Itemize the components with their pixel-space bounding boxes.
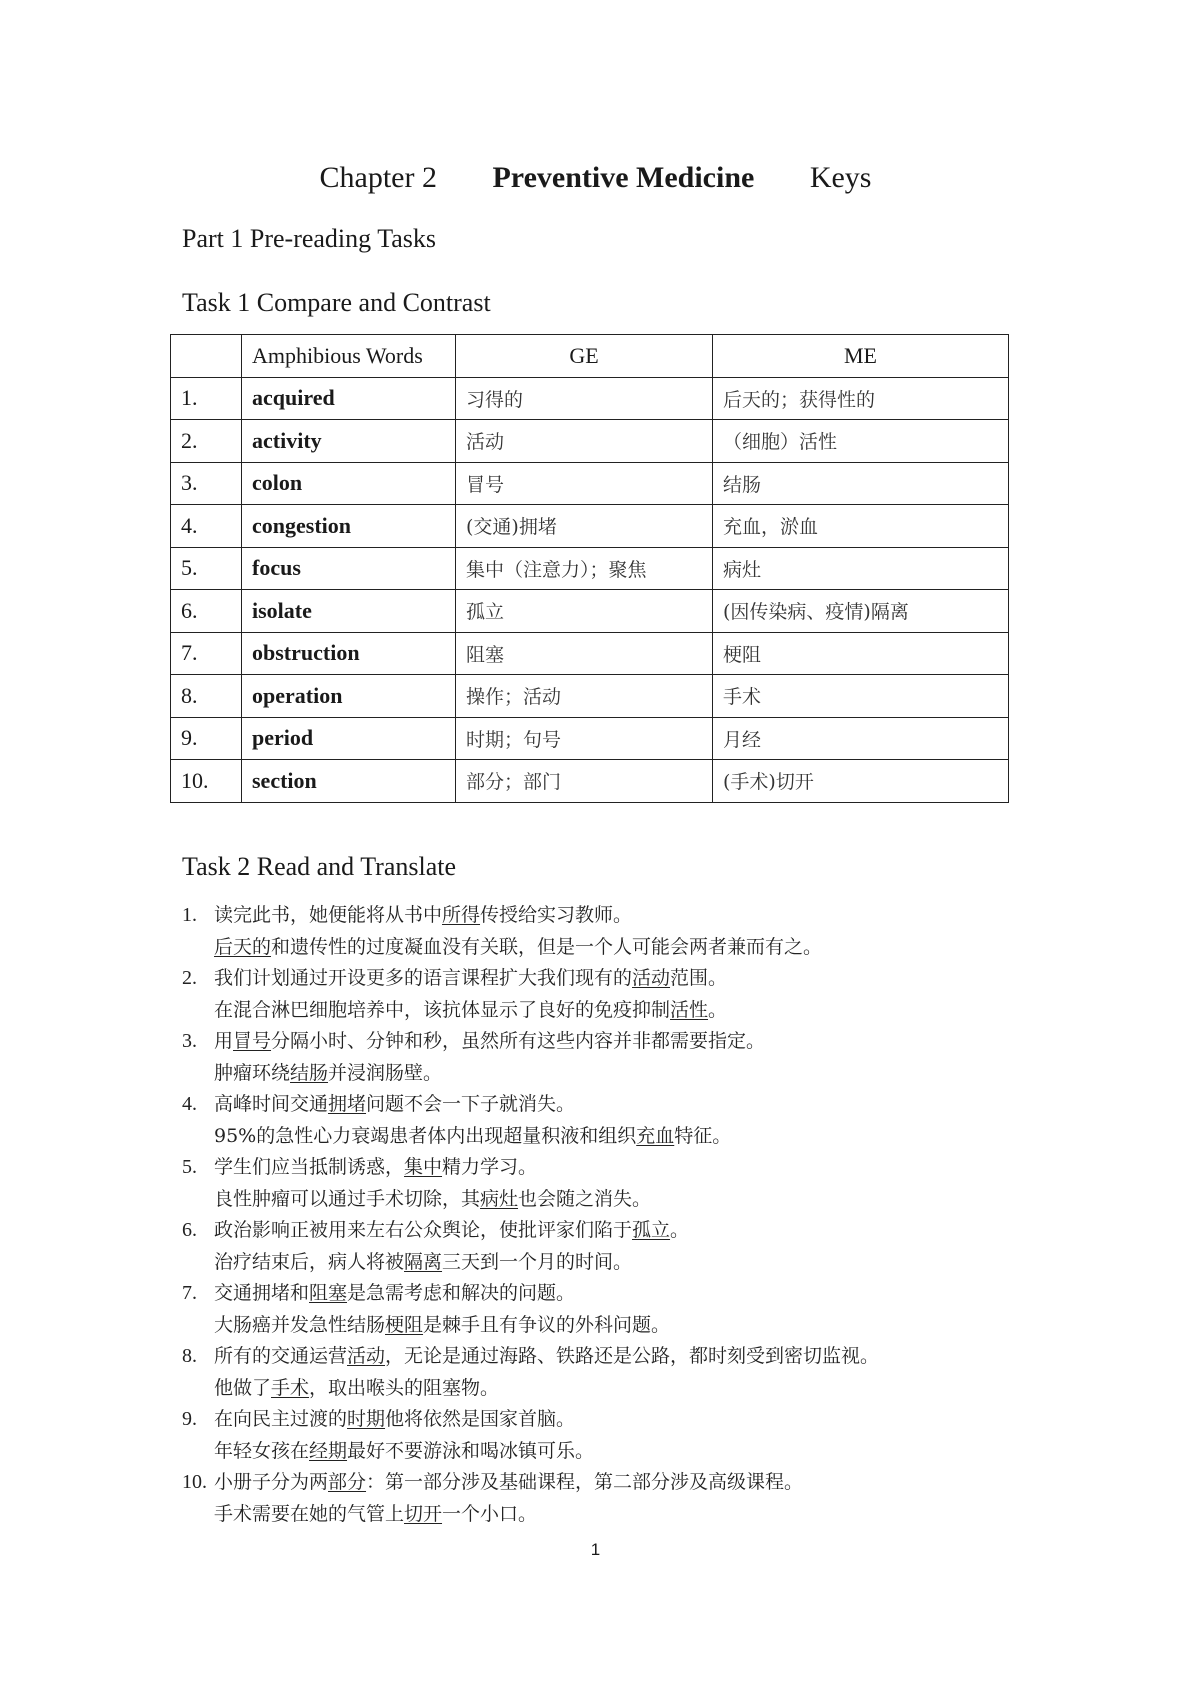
underlined-term: 梗阻: [385, 1313, 424, 1336]
sentence-text: 在混合淋巴细胞培养中，该抗体显示了良好的免疫抑制: [214, 998, 671, 1021]
row-ge-meaning: (交通)拥堵: [456, 505, 713, 548]
item-number: 7.: [182, 1282, 197, 1304]
row-ge-meaning: 操作；活动: [456, 675, 713, 718]
row-ge-meaning: 时期；句号: [456, 717, 713, 760]
list-item: [182, 1215, 1012, 1278]
row-number: 3.: [171, 462, 242, 505]
general-english-sentence: [214, 1278, 1012, 1310]
row-me-meaning: 月经: [713, 717, 1009, 760]
list-item: [182, 1404, 1012, 1467]
row-word: obstruction: [242, 632, 456, 675]
list-item: [182, 963, 1012, 1026]
vocab-table-body: [171, 377, 1009, 802]
table-row: [171, 420, 1009, 463]
title-chapter: Chapter 2: [319, 161, 437, 194]
sentence-text: 。: [670, 1219, 690, 1241]
part-heading: Part 1 Pre-reading Tasks: [182, 224, 437, 253]
row-word: colon: [242, 462, 456, 505]
underlined-term: 阻塞: [309, 1282, 348, 1304]
row-word: focus: [242, 547, 456, 590]
underlined-term: 所得: [442, 904, 481, 926]
medical-english-sentence: [214, 1184, 1012, 1216]
sentence-text: 和遗传性的过度凝血没有关联，但是一个人可能会两者兼而有之。: [271, 935, 823, 958]
sentence-text: 用: [214, 1030, 234, 1052]
table-row: [171, 547, 1009, 590]
sentence-text: 他做了: [214, 1376, 272, 1399]
row-word: acquired: [242, 377, 456, 420]
medical-english-sentence: [214, 1121, 1012, 1153]
medical-english-sentence: [214, 1058, 1012, 1090]
item-number: 4.: [182, 1093, 197, 1115]
table-row: [171, 462, 1009, 505]
row-ge-meaning: 部分；部门: [456, 760, 713, 803]
sentence-text: 小册子分为两: [214, 1471, 329, 1493]
row-number: 8.: [171, 675, 242, 718]
general-english-sentence: [214, 1467, 1012, 1499]
page-number: 1: [590, 1540, 601, 1559]
underlined-term: 后天的: [214, 935, 272, 958]
table-row: [171, 717, 1009, 760]
underlined-term: 病灶: [480, 1187, 519, 1210]
row-ge-meaning: 孤立: [456, 590, 713, 633]
sentence-text: 肿瘤环绕: [214, 1061, 291, 1084]
list-item: [182, 1152, 1012, 1215]
underlined-term: 冒号: [233, 1030, 272, 1052]
row-me-meaning: (因传染病、疫情)隔离: [713, 590, 1009, 633]
general-english-sentence: [214, 1215, 1012, 1247]
underlined-term: 结肠: [290, 1061, 329, 1084]
sentence-text: 年轻女孩在: [214, 1439, 310, 1462]
medical-english-sentence: [214, 1436, 1012, 1468]
medical-english-sentence: [214, 1499, 1012, 1531]
row-word: operation: [242, 675, 456, 718]
sentence-text: 范围。: [670, 967, 728, 989]
sentence-text: 良性肿瘤可以通过手术切除，其: [214, 1187, 481, 1210]
item-number: 2.: [182, 967, 197, 989]
row-word: activity: [242, 420, 456, 463]
medical-english-sentence: [214, 1373, 1012, 1405]
sentence-text: 并浸润肠壁。: [328, 1061, 443, 1084]
list-item: [182, 900, 1012, 963]
item-number: 8.: [182, 1345, 197, 1367]
sentence-text: 在向民主过渡的: [214, 1408, 348, 1430]
sentence-text: 大肠癌并发急性结肠: [214, 1313, 386, 1336]
row-word: isolate: [242, 590, 456, 633]
general-english-sentence: [214, 1026, 1012, 1058]
row-me-meaning: (手术)切开: [713, 760, 1009, 803]
sentence-text: 。: [708, 998, 728, 1021]
underlined-term: 经期: [309, 1439, 348, 1462]
row-number: 5.: [171, 547, 242, 590]
item-number: 5.: [182, 1156, 197, 1178]
header-ge: GE: [456, 335, 713, 378]
row-me-meaning: 梗阻: [713, 632, 1009, 675]
sentence-text: 三天到一个月的时间。: [442, 1250, 633, 1273]
general-english-sentence: [214, 1341, 1012, 1373]
underlined-term: 活动: [347, 1345, 386, 1367]
sentence-text: 一个小口。: [442, 1502, 538, 1525]
table-row: [171, 632, 1009, 675]
table-row: [171, 505, 1009, 548]
sentence-text: 精力学习。: [442, 1156, 538, 1178]
underlined-term: 拥堵: [328, 1093, 367, 1115]
title-suffix: Keys: [809, 161, 872, 194]
table-row: [171, 760, 1009, 803]
item-number: 6.: [182, 1219, 197, 1241]
list-item: [182, 1467, 1012, 1530]
header-number: [171, 335, 242, 378]
sentence-text: 他将依然是国家首脑。: [385, 1408, 576, 1430]
row-me-meaning: （细胞）活性: [713, 420, 1009, 463]
row-ge-meaning: 冒号: [456, 462, 713, 505]
row-word: period: [242, 717, 456, 760]
sentence-text: 高峰时间交通: [214, 1093, 329, 1115]
medical-english-sentence: [214, 932, 1012, 964]
medical-english-sentence: [214, 1310, 1012, 1342]
underlined-term: 隔离: [404, 1250, 443, 1273]
sentence-text: 特征。: [674, 1124, 732, 1147]
vocab-table: [170, 334, 1009, 803]
sentence-text: 传授给实习教师。: [480, 904, 633, 926]
sentence-text: 读完此书，她便能将从书中: [214, 904, 443, 926]
row-ge-meaning: 活动: [456, 420, 713, 463]
list-item: [182, 1341, 1012, 1404]
row-word: congestion: [242, 505, 456, 548]
table-row: [171, 590, 1009, 633]
underlined-term: 时期: [347, 1408, 386, 1430]
sentence-text: 手术需要在她的气管上: [214, 1502, 405, 1525]
general-english-sentence: [214, 900, 1012, 932]
sentence-text: 也会随之消失。: [518, 1187, 652, 1210]
row-me-meaning: 手术: [713, 675, 1009, 718]
sentence-text: 所有的交通运营: [214, 1345, 348, 1367]
row-number: 2.: [171, 420, 242, 463]
medical-english-sentence: [214, 1247, 1012, 1279]
row-ge-meaning: 集中（注意力）；聚焦: [456, 547, 713, 590]
table-header-row: [171, 335, 1009, 378]
underlined-term: 手术: [271, 1376, 310, 1399]
sentence-text: 我们计划通过开设更多的语言课程扩大我们现有的: [214, 967, 633, 989]
underlined-term: 活性: [670, 998, 709, 1021]
underlined-term: 切开: [404, 1502, 443, 1525]
row-me-meaning: 结肠: [713, 462, 1009, 505]
underlined-term: 孤立: [632, 1219, 671, 1241]
general-english-sentence: [214, 963, 1012, 995]
underlined-term: 活动: [632, 967, 671, 989]
row-number: 7.: [171, 632, 242, 675]
row-ge-meaning: 习得的: [456, 377, 713, 420]
row-word: section: [242, 760, 456, 803]
sentence-text: 是急需考虑和解决的问题。: [347, 1282, 576, 1304]
general-english-sentence: [214, 1404, 1012, 1436]
title-main: Preventive Medicine: [492, 161, 755, 194]
underlined-term: 部分: [328, 1471, 367, 1493]
item-number: 1.: [182, 904, 197, 926]
task2-heading: Task 2 Read and Translate: [182, 852, 457, 881]
underlined-term: 充血: [636, 1124, 675, 1147]
sentence-text: ，无论是通过海路、铁路还是公路，都时刻受到密切监视。: [385, 1345, 880, 1367]
translation-list: [182, 900, 1012, 1530]
sentence-text: 交通拥堵和: [214, 1282, 310, 1304]
row-number: 1.: [171, 377, 242, 420]
list-item: [182, 1089, 1012, 1152]
row-number: 4.: [171, 505, 242, 548]
row-me-meaning: 病灶: [713, 547, 1009, 590]
sentence-text: 政治影响正被用来左右公众舆论，使批评家们陷于: [214, 1219, 633, 1241]
item-number: 10.: [182, 1471, 207, 1493]
table-row: [171, 377, 1009, 420]
row-me-meaning: 后天的；获得性的: [713, 377, 1009, 420]
sentence-text: ：第一部分涉及基础课程，第二部分涉及高级课程。: [366, 1471, 804, 1493]
general-english-sentence: [214, 1089, 1012, 1121]
underlined-term: 集中: [404, 1156, 443, 1178]
sentence-text: 治疗结束后，病人将被: [214, 1250, 405, 1273]
row-number: 9.: [171, 717, 242, 760]
sentence-text: 最好不要游泳和喝冰镇可乐。: [347, 1439, 595, 1462]
item-number: 3.: [182, 1030, 197, 1052]
row-me-meaning: 充血，淤血: [713, 505, 1009, 548]
page-title: [0, 158, 1191, 198]
header-me: ME: [713, 335, 1009, 378]
sentence-text: 分隔小时、分钟和秒，虽然所有这些内容并非都需要指定。: [271, 1030, 766, 1052]
row-number: 6.: [171, 590, 242, 633]
sentence-text: ，取出喉头的阻塞物。: [309, 1376, 500, 1399]
medical-english-sentence: [214, 995, 1012, 1027]
sentence-text: 是棘手且有争议的外科问题。: [423, 1313, 671, 1336]
row-number: 10.: [171, 760, 242, 803]
sentence-text: 95%的急性心力衰竭患者体内出现超量积液和组织: [214, 1124, 637, 1147]
row-ge-meaning: 阻塞: [456, 632, 713, 675]
header-amphibious-words: Amphibious Words: [242, 335, 456, 378]
sentence-text: 学生们应当抵制诱惑，: [214, 1156, 405, 1178]
item-number: 9.: [182, 1408, 197, 1430]
list-item: [182, 1278, 1012, 1341]
task1-heading: Task 1 Compare and Contrast: [182, 288, 491, 317]
list-item: [182, 1026, 1012, 1089]
table-row: [171, 675, 1009, 718]
sentence-text: 问题不会一下子就消失。: [366, 1093, 576, 1115]
general-english-sentence: [214, 1152, 1012, 1184]
